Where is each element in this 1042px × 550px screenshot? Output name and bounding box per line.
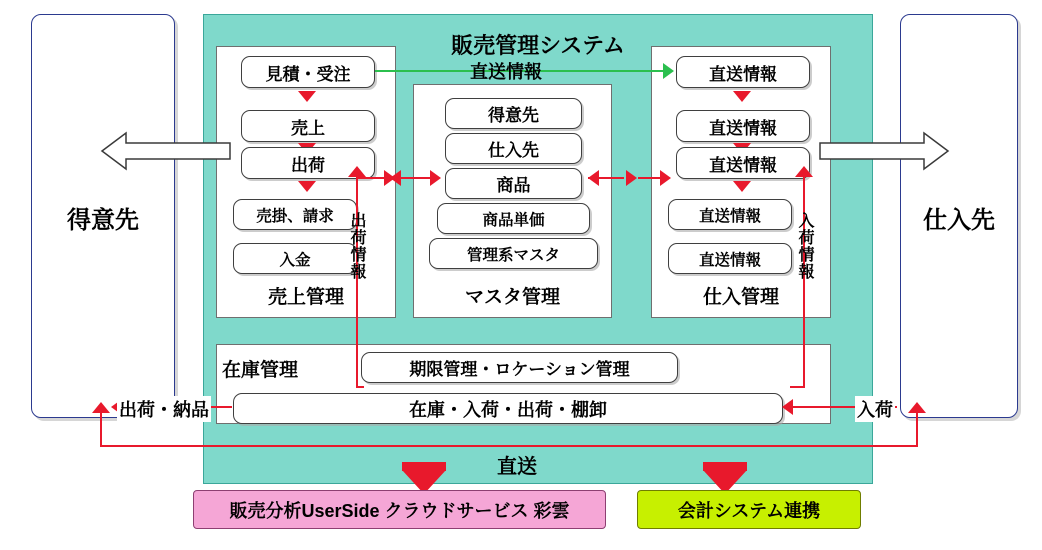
arrow-down-icon	[298, 91, 316, 102]
sales-item-0[interactable]: 見積・受注	[241, 56, 375, 88]
purchase-item-3[interactable]: 直送情報	[668, 199, 792, 230]
flow-label-shipping-info: 出荷情報	[348, 212, 365, 280]
panel-master-title: マスタ管理	[464, 287, 560, 308]
system-title: 販売管理システム	[451, 33, 625, 58]
actor-label-supplier: 仕入先	[923, 207, 995, 234]
flow-label-direct-info: 直送情報	[470, 62, 542, 82]
double-arrow-customer-icon	[100, 128, 232, 174]
arrow-up-icon	[908, 402, 926, 413]
flow-label-direct-ship: 直送	[497, 456, 537, 478]
panel-sales-title: 売上管理	[267, 287, 344, 308]
master-item-2[interactable]: 商品	[445, 168, 582, 199]
actor-box-customer	[31, 14, 175, 418]
purchase-item-0[interactable]: 直送情報	[676, 56, 810, 88]
arrow-down-icon	[733, 181, 751, 192]
arrow-down-icon	[733, 91, 751, 102]
arrow-left-icon	[588, 170, 599, 186]
purchase-item-4[interactable]: 直送情報	[668, 243, 792, 274]
flow-label-receive: 入荷	[855, 396, 895, 422]
panel-inventory-title: 在庫管理	[222, 360, 299, 381]
master-item-3[interactable]: 商品単価	[437, 203, 590, 234]
arrow-down-icon	[298, 181, 316, 192]
double-arrow-supplier-icon	[818, 128, 950, 174]
arrow-up-icon	[795, 166, 813, 177]
arrow-up-icon	[348, 166, 366, 177]
master-item-0[interactable]: 得意先	[445, 98, 582, 129]
flow-line-receiving-foot	[790, 386, 805, 388]
flow-line-sales-to-master	[358, 177, 386, 179]
actor-label-customer: 得意先	[67, 207, 139, 234]
flow-line-shipping-foot	[356, 386, 364, 388]
footer-box-analysis[interactable]: 販売分析UserSide クラウドサービス 彩雲	[193, 490, 606, 529]
arrow-left-icon	[782, 399, 793, 415]
master-item-4[interactable]: 管理系マスタ	[429, 238, 598, 269]
actor-box-supplier	[900, 14, 1018, 418]
arrow-right-icon	[626, 170, 637, 186]
flow-label-receiving-info: 入荷情報	[796, 212, 813, 280]
inventory-item-1[interactable]: 在庫・入荷・出荷・棚卸	[233, 393, 783, 424]
sales-item-3[interactable]: 売掛、請求	[233, 199, 357, 230]
arrow-right-icon	[430, 170, 441, 186]
panel-purchase-title: 仕入管理	[702, 287, 779, 308]
inventory-item-0[interactable]: 期限管理・ロケーション管理	[361, 352, 678, 383]
footer-box-accounting[interactable]: 会計システム連携	[637, 490, 861, 529]
purchase-item-2[interactable]: 直送情報	[676, 147, 810, 179]
arrow-right-icon	[660, 170, 671, 186]
sales-item-2[interactable]: 出荷	[241, 147, 375, 179]
arrow-right-icon	[663, 63, 674, 79]
arrow-up-icon	[92, 402, 110, 413]
master-item-1[interactable]: 仕入先	[445, 133, 582, 164]
purchase-item-1[interactable]: 直送情報	[676, 110, 810, 142]
direct-ship-line-bottom	[100, 445, 918, 447]
flow-label-ship-deliver: 出荷・納品	[117, 396, 211, 422]
sales-item-1[interactable]: 売上	[241, 110, 375, 142]
sales-item-4[interactable]: 入金	[233, 243, 357, 274]
